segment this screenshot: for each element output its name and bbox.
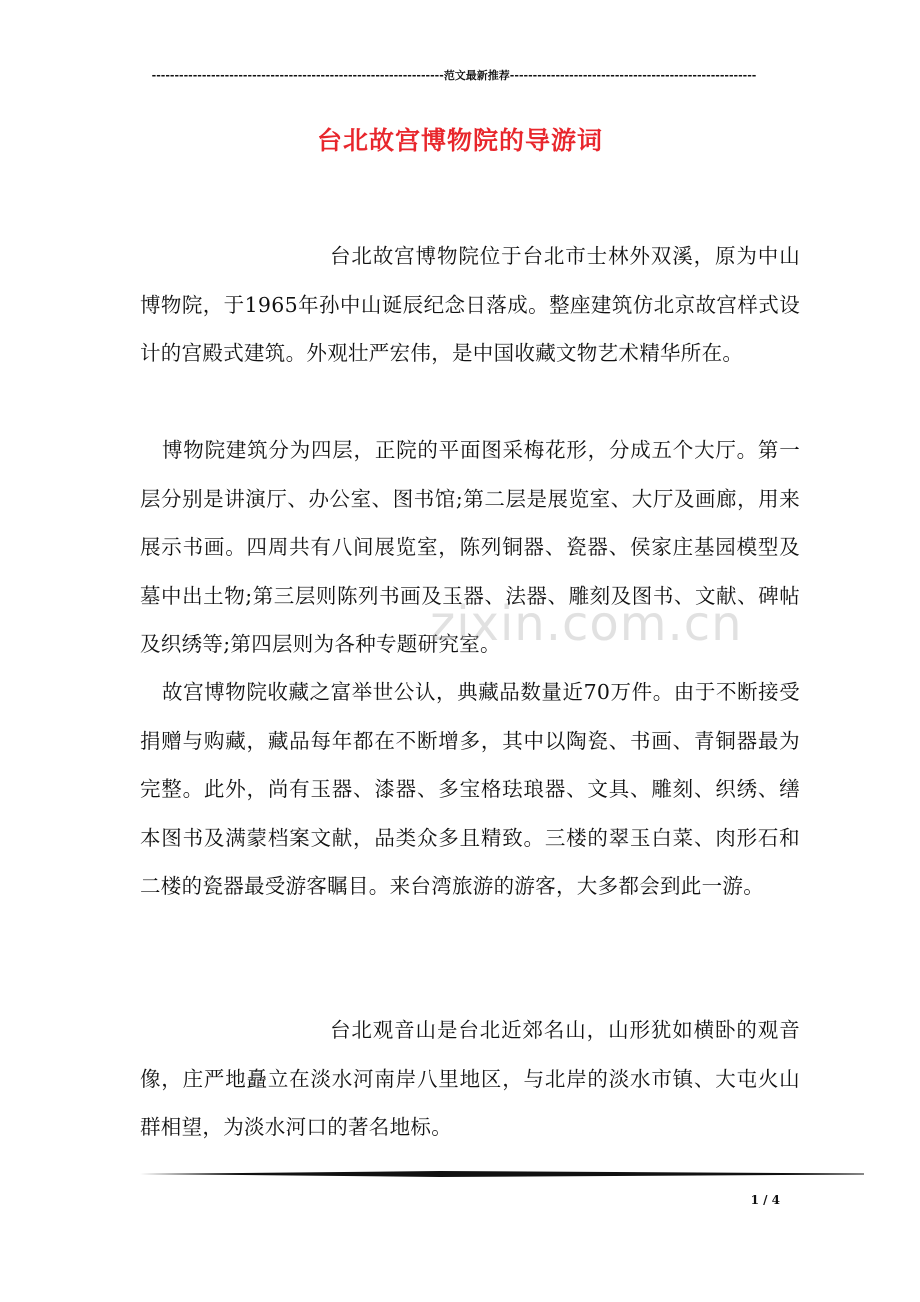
footer-divider	[140, 1170, 864, 1178]
paragraph-2: 博物院建筑分为四层，正院的平面图采梅花形，分成五个大厅。第一层分别是讲演厅、办公室、图书馆;第二层是展览室、大厅及画廊，用来展示书画。四周共有八间展览室，陈列铜器、瓷器、侯家庄基园模型及墓中出土物;第三层则陈列书画及玉器、法器、雕刻及图书、文献、碑帖及织绣等;第四层则为各种专题研究室。	[140, 438, 800, 656]
page-number: 1 / 4	[750, 1193, 780, 1207]
document-title: 台北故宫博物院的导游词	[316, 126, 603, 155]
paragraph-1: 台北故宫博物院位于台北市士林外双溪，原为中山博物院，于1965年孙中山诞辰纪念日落成。整座建筑仿北京故宫样式设计的宫殿式建筑。外观壮严宏伟，是中国收藏文物艺术精华所在。	[140, 244, 800, 365]
paragraph-4: 台北观音山是台北近郊名山，山形犹如横卧的观音像，庄严地矗立在淡水河南岸八里地区，与北岸的淡水市镇、大屯火山群相望，为淡水河口的著名地标。	[140, 1018, 800, 1139]
watermark: zixin.com.cn	[430, 596, 743, 652]
header-recommendation-banner: ----------------------------------------------------------------范文最新推荐------------------------------------------------------	[151, 69, 757, 82]
paragraph-3: 故宫博物院收藏之富举世公认，典藏品数量近70万件。由于不断接受捐赠与购藏，藏品每年都在不断增多，其中以陶瓷、书画、青铜器最为完整。此外，尚有玉器、漆器、多宝格珐琅器、文具、雕刻、织绣、缮本图书及满蒙档案文献，品类众多且精致。三楼的翠玉白菜、肉形石和二楼的瓷器最受游客瞩目。来台湾旅游的游客，大多都会到此一游。	[140, 680, 800, 898]
